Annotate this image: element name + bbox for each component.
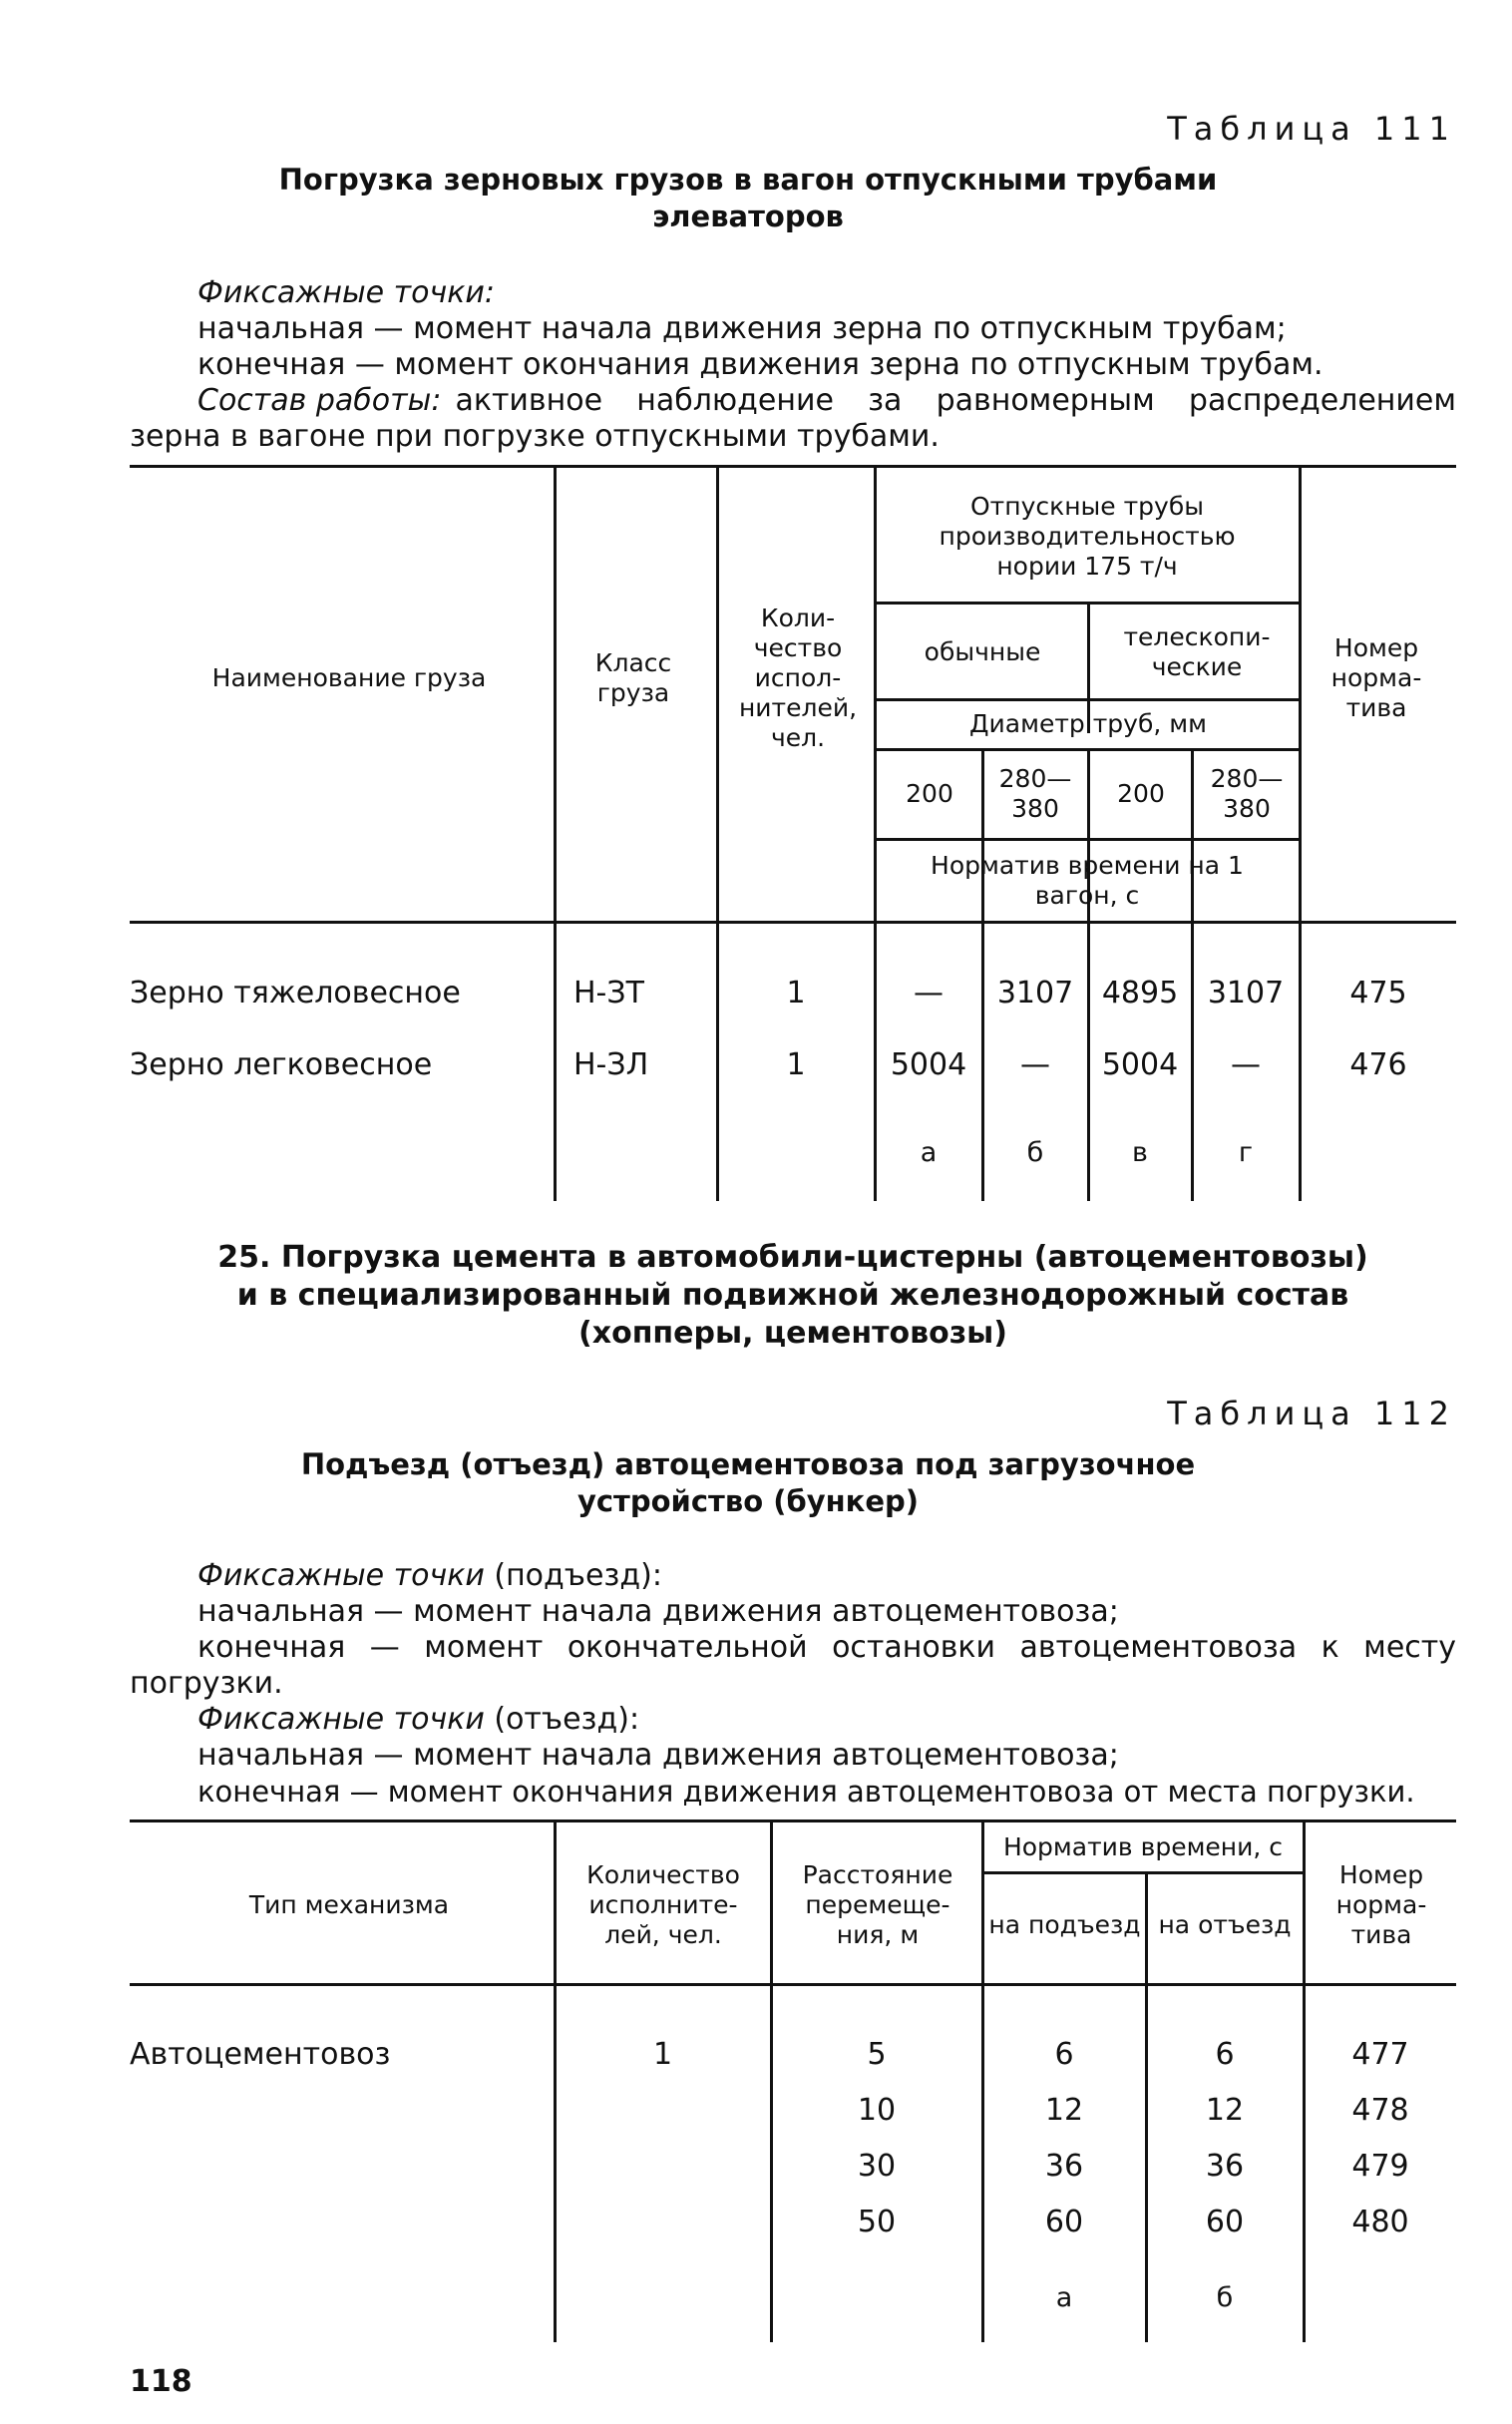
t112-letter-b: б bbox=[1216, 2282, 1234, 2313]
work-text-1: активное наблюдение за равномерным распределением bbox=[455, 383, 1456, 418]
t111-h-diameter: Диаметр труб, мм bbox=[969, 709, 1207, 738]
t111-h-pipes: Отпускные трубы производительностью нории 175 т/ч bbox=[939, 492, 1236, 581]
t111-header-rule bbox=[130, 921, 1456, 924]
t112-letter-a: а bbox=[1055, 2282, 1073, 2313]
t112-workers: 1 bbox=[652, 2037, 673, 2072]
t112-hline-time bbox=[981, 1871, 1306, 1874]
t111-vline-3 bbox=[874, 467, 877, 1201]
table-111-title-line1: Погрузка зерновых грузов в вагон отпускными трубами bbox=[278, 163, 1218, 197]
t112-r4-depart: 60 bbox=[1205, 2205, 1245, 2239]
table-111-title-line2: элеваторов bbox=[652, 200, 844, 233]
t112-r2-arrive: 12 bbox=[1044, 2093, 1084, 2128]
t111-r2-c3: 5004 bbox=[1101, 1047, 1179, 1082]
t111-r1-c2: 3107 bbox=[996, 976, 1074, 1010]
t111-r2-c2: — bbox=[1020, 1047, 1050, 1082]
t111-vline-2 bbox=[716, 467, 719, 1201]
t112-vline-3 bbox=[981, 1821, 984, 2342]
t111-h-cargo: Наименование груза bbox=[211, 663, 487, 692]
t111-h-telescopic: телескопи-ческие bbox=[1123, 622, 1271, 681]
t112-r2-depart: 12 bbox=[1205, 2093, 1245, 2128]
t112-mechanism: Автоцементовоз bbox=[130, 2037, 391, 2072]
t112-r3-dist: 30 bbox=[857, 2149, 897, 2184]
fix1-line bbox=[197, 1558, 662, 1594]
fix1-end-b: погрузки. bbox=[130, 1666, 283, 1701]
section-25-line3: (хопперы, цементовозы) bbox=[578, 1316, 1007, 1351]
section-25-line2: и в специализированный подвижной железнодорожный состав bbox=[236, 1278, 1349, 1313]
t112-r4-dist: 50 bbox=[857, 2205, 897, 2239]
t111-h-normtime: Норматив времени на 1 вагон, с bbox=[931, 851, 1244, 910]
fix2-end: конечная — момент окончания движения автоцементовоза от места погрузки. bbox=[197, 1775, 1415, 1809]
fix2-suffix: (отъезд): bbox=[494, 1702, 640, 1737]
t112-r1-depart: 6 bbox=[1215, 2037, 1235, 2072]
t112-r4-arrive: 60 bbox=[1044, 2205, 1084, 2239]
fix-points-label: Фиксажные точки: bbox=[197, 275, 495, 310]
fix1-start: начальная — момент начала движения автоцементовоза; bbox=[197, 1594, 1119, 1629]
t111-r1-class: Н-ЗТ bbox=[573, 976, 644, 1010]
t112-r1-dist: 5 bbox=[867, 2037, 887, 2072]
t112-h-normtime: Норматив времени, с bbox=[1002, 1832, 1284, 1861]
t112-h-normno: Номер норма-тива bbox=[1335, 1860, 1427, 1949]
table-112-label: Таблица 112 bbox=[1167, 1395, 1456, 1432]
fix1-suffix: (подъезд): bbox=[494, 1558, 662, 1593]
t112-top-rule bbox=[130, 1819, 1456, 1822]
t111-r1-c3: 4895 bbox=[1101, 976, 1179, 1010]
t111-h-workers: Коли-чество испол-нителей, чел. bbox=[738, 604, 858, 752]
t111-h-d3: 200 bbox=[1117, 779, 1165, 808]
table-112-title-line2: устройство (бункер) bbox=[576, 1484, 920, 1518]
fix1-label: Фиксажные точки bbox=[197, 1558, 485, 1593]
t112-r1-norm: 477 bbox=[1351, 2037, 1409, 2072]
page-number: 118 bbox=[130, 2364, 192, 2399]
t111-hline-pipes bbox=[874, 602, 1302, 605]
t111-hline-d bbox=[874, 838, 1302, 841]
t111-h-normno: Номер норма-тива bbox=[1330, 633, 1422, 722]
fix2-start: начальная — момент начала движения автоцементовоза; bbox=[197, 1738, 1119, 1773]
t111-vline-7 bbox=[1299, 467, 1302, 1201]
t112-r2-norm: 478 bbox=[1351, 2093, 1409, 2128]
t111-r2-workers: 1 bbox=[786, 1047, 806, 1082]
work-text-2: зерна в вагоне при погрузке отпускными трубами. bbox=[130, 419, 940, 454]
t111-r2-c4: — bbox=[1231, 1047, 1261, 1082]
t112-h-type: Тип механизма bbox=[248, 1890, 450, 1919]
fix-point-start: начальная — момент начала движения зерна по отпускным трубам; bbox=[197, 311, 1287, 346]
section-25-line1: 25. Погрузка цемента в автомобили-цистерны (автоцементовозы) bbox=[217, 1240, 1368, 1275]
t111-letter-v: в bbox=[1132, 1137, 1148, 1168]
work-label: Состав работы: bbox=[197, 383, 442, 418]
t111-top-rule bbox=[130, 465, 1456, 468]
t112-h-arrive: на подъезд bbox=[988, 1910, 1141, 1939]
t111-letter-b: б bbox=[1026, 1137, 1044, 1168]
t112-r3-norm: 479 bbox=[1351, 2149, 1409, 2184]
table-111-label: Таблица 111 bbox=[1167, 110, 1456, 148]
t112-vline-5 bbox=[1303, 1821, 1306, 2342]
t111-h-d1: 200 bbox=[906, 779, 953, 808]
t111-r1-workers: 1 bbox=[786, 976, 806, 1010]
t111-vline-1 bbox=[554, 467, 557, 1201]
work-line1 bbox=[197, 383, 1456, 419]
t111-r1-c4: 3107 bbox=[1207, 976, 1285, 1010]
t111-hline-diam bbox=[874, 748, 1302, 751]
t111-vline-4 bbox=[981, 748, 984, 1201]
t111-r1-norm: 475 bbox=[1349, 976, 1407, 1010]
t111-h-d4: 280—380 bbox=[1210, 764, 1284, 823]
fix2-label: Фиксажные точки bbox=[197, 1702, 485, 1737]
t111-h-d2: 280—380 bbox=[998, 764, 1072, 823]
t112-r3-arrive: 36 bbox=[1044, 2149, 1084, 2184]
t112-vline-2 bbox=[770, 1821, 773, 2342]
t111-vline-5b bbox=[1087, 748, 1090, 1201]
t111-letter-a: а bbox=[920, 1137, 938, 1168]
t111-r2-class: Н-ЗЛ bbox=[573, 1047, 649, 1082]
t112-h-workers: Количество исполните-лей, чел. bbox=[586, 1860, 740, 1949]
t112-r1-arrive: 6 bbox=[1054, 2037, 1074, 2072]
t112-r4-norm: 480 bbox=[1351, 2205, 1409, 2239]
t111-h-ordinary: обычные bbox=[924, 637, 1041, 666]
t111-r2-norm: 476 bbox=[1349, 1047, 1407, 1082]
t111-r1-cargo: Зерно тяжеловесное bbox=[130, 976, 461, 1010]
t112-h-distance: Расстояние перемеще-ния, м bbox=[802, 1860, 953, 1949]
t111-letter-g: г bbox=[1238, 1137, 1254, 1168]
t112-vline-1 bbox=[554, 1821, 557, 2342]
fix1-end-a: конечная — момент окончательной остановки автоцементовоза к месту bbox=[197, 1630, 1456, 1665]
fix-point-end: конечная — момент окончания движения зерна по отпускным трубам. bbox=[197, 347, 1323, 382]
t111-r2-cargo: Зерно легковесное bbox=[130, 1047, 433, 1082]
t111-r1-c1: — bbox=[914, 976, 944, 1010]
t111-r2-c1: 5004 bbox=[890, 1047, 967, 1082]
t111-vline-6 bbox=[1191, 748, 1194, 1201]
table-112-title-line1: Подъезд (отъезд) автоцементовоза под загрузочное bbox=[300, 1447, 1196, 1481]
t112-r2-dist: 10 bbox=[857, 2093, 897, 2128]
t111-h-class: Класс груза bbox=[594, 648, 672, 707]
t112-r3-depart: 36 bbox=[1205, 2149, 1245, 2184]
t112-header-rule bbox=[130, 1983, 1456, 1986]
t112-h-depart: на отъезд bbox=[1158, 1910, 1292, 1939]
fix2-line bbox=[197, 1702, 639, 1738]
